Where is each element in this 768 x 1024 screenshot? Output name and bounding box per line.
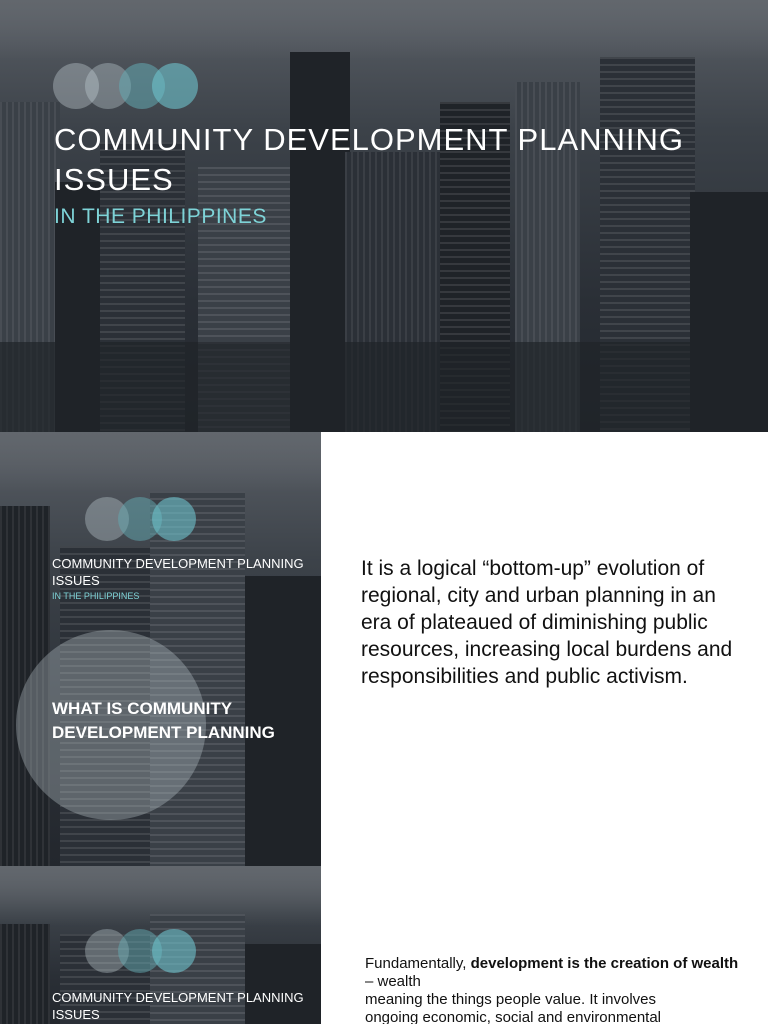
- decorative-circle: [152, 63, 198, 109]
- body-intro: Fundamentally,: [365, 955, 471, 972]
- slide2-image-panel: [0, 432, 321, 866]
- body-line: meaning the things people value. It involves: [365, 991, 657, 1008]
- slide2-body-text: It is a logical “bottom-up” evolution of regional, city and urban planning in an era of plateaued of diminishing public resources, increasing local burdens and responsibilities and public activism.: [361, 557, 733, 688]
- header-title: COMMUNITY DEVELOPMENT PLANNING ISSUES: [52, 556, 304, 588]
- sky-haze: [0, 432, 321, 492]
- slide3-body-text: [365, 955, 740, 1024]
- body-after: – wealth: [365, 973, 421, 990]
- decorative-circle: [152, 929, 196, 973]
- decorative-circle: [152, 497, 196, 541]
- slide-title: COMMUNITY DEVELOPMENT PLANNING ISSUES: [54, 122, 685, 197]
- sky-haze: [0, 0, 768, 60]
- slide-subtitle: IN THE PHILIPPINES: [54, 205, 267, 228]
- section-title: WHAT IS COMMUNITY DEVELOPMENT PLANNING: [52, 699, 275, 742]
- slide3-image-panel: [0, 866, 321, 1024]
- building: [0, 342, 768, 432]
- title-slide: [0, 0, 768, 432]
- building: [0, 924, 50, 1024]
- header-title: COMMUNITY DEVELOPMENT PLANNING ISSUES: [52, 990, 304, 1022]
- body-bold: development is the creation of wealth: [470, 955, 739, 972]
- body-line: ongoing economic, social and environmental: [365, 1009, 662, 1024]
- header-subtitle: IN THE PHILIPPINES: [52, 591, 140, 601]
